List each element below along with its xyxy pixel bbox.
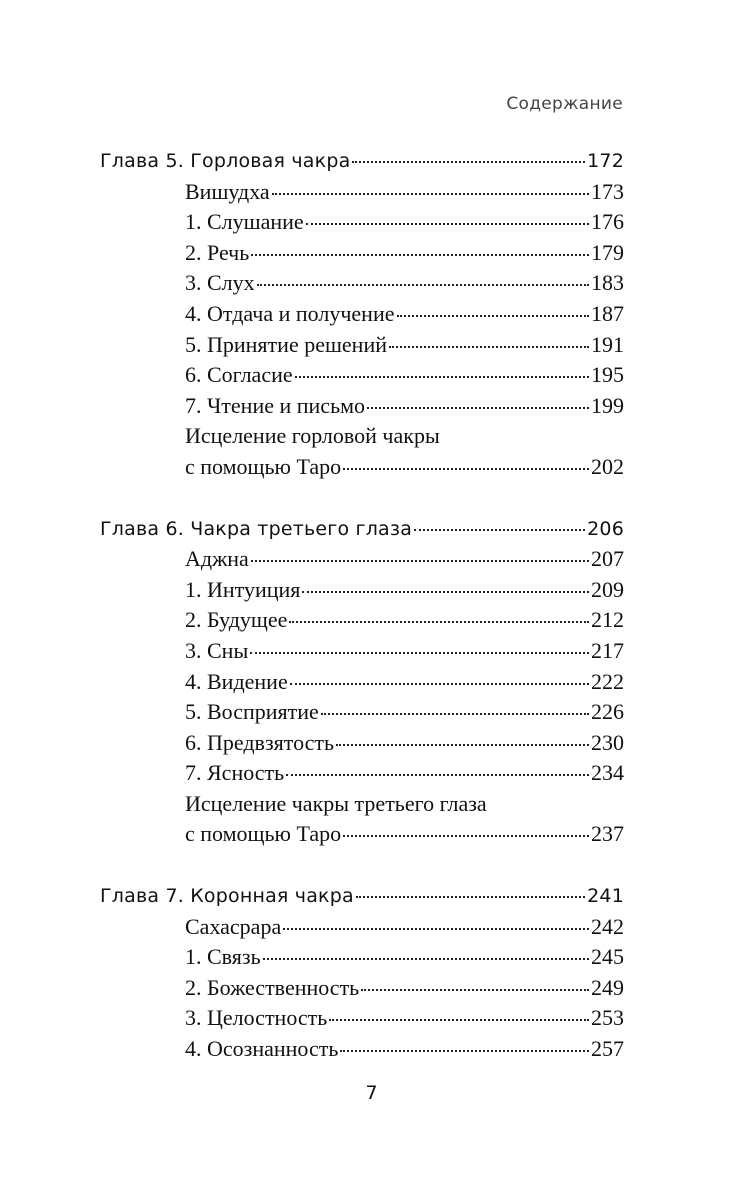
entry-page-number: 212 bbox=[591, 607, 624, 633]
toc-entry[interactable] bbox=[100, 544, 624, 575]
toc-entry[interactable] bbox=[100, 1003, 624, 1034]
running-head: Содержание bbox=[506, 94, 623, 114]
entry-title: Вишудха bbox=[185, 178, 270, 204]
entry-title: 2. Речь bbox=[185, 239, 250, 265]
dot-leader bbox=[336, 740, 589, 746]
toc-entry[interactable] bbox=[100, 268, 624, 299]
entry-page-number: 176 bbox=[591, 209, 624, 235]
entry-title: 7. Чтение и письмо bbox=[185, 392, 366, 418]
toc-entry[interactable] bbox=[100, 575, 624, 606]
dot-leader bbox=[340, 1046, 589, 1052]
toc-entry[interactable] bbox=[100, 697, 624, 728]
chapter-heading[interactable] bbox=[100, 881, 624, 912]
chapter-title: Глава 7. Коронная чакра bbox=[100, 885, 354, 908]
entry-title: 5. Восприятие bbox=[185, 699, 319, 725]
entry-page-number: 226 bbox=[591, 699, 624, 725]
dot-leader bbox=[367, 403, 589, 409]
toc-entry[interactable] bbox=[100, 1034, 624, 1065]
entry-title: 1. Связь bbox=[185, 944, 261, 970]
dot-leader bbox=[321, 709, 589, 715]
toc-entry[interactable] bbox=[100, 758, 624, 789]
toc-entry[interactable] bbox=[100, 942, 624, 973]
dot-leader bbox=[250, 648, 589, 654]
entry-title-line1: Исцеление чакры третьего глаза bbox=[185, 790, 487, 816]
entry-page-number: 195 bbox=[591, 362, 624, 388]
dot-leader bbox=[306, 219, 589, 225]
entry-page-number: 242 bbox=[591, 913, 624, 939]
entry-title: 3. Сны bbox=[185, 637, 249, 663]
chapter-heading[interactable] bbox=[100, 514, 624, 545]
entry-page-number: 202 bbox=[591, 453, 624, 479]
toc-entry[interactable] bbox=[100, 728, 624, 759]
entry-title: 6. Согласие bbox=[185, 362, 293, 388]
dot-leader bbox=[397, 311, 590, 317]
chapter-5 bbox=[100, 146, 624, 483]
toc-entry[interactable] bbox=[100, 912, 624, 943]
dot-leader bbox=[302, 587, 589, 593]
chapter-title: Глава 5. Горловая чакра bbox=[100, 150, 351, 172]
toc-entry[interactable] bbox=[100, 360, 624, 391]
dot-leader bbox=[389, 342, 589, 348]
toc-entry[interactable] bbox=[100, 299, 624, 330]
toc-entry[interactable] bbox=[100, 605, 624, 636]
toc-entry-first-line[interactable] bbox=[100, 421, 624, 452]
entry-page-number: 209 bbox=[591, 576, 624, 602]
chapter-heading[interactable] bbox=[100, 146, 624, 177]
entry-page-number: 191 bbox=[591, 331, 624, 357]
entry-title: 2. Божественность bbox=[185, 974, 360, 1000]
toc-entry[interactable] bbox=[100, 391, 624, 422]
dot-leader bbox=[361, 985, 589, 991]
dot-leader bbox=[251, 556, 589, 562]
entry-title: 3. Слух bbox=[185, 270, 255, 296]
dot-leader bbox=[251, 250, 589, 256]
entry-page-number: 237 bbox=[591, 821, 624, 847]
dot-leader bbox=[283, 924, 589, 930]
toc-entry-first-line[interactable] bbox=[100, 789, 624, 820]
page-number: 7 bbox=[365, 1082, 378, 1104]
entry-title: с помощью Таро bbox=[185, 453, 342, 479]
toc-entry[interactable] bbox=[100, 452, 624, 483]
entry-title: 4. Видение bbox=[185, 668, 288, 694]
chapter-6 bbox=[100, 514, 624, 851]
chapter-page-number: 172 bbox=[587, 150, 624, 172]
entry-title: 3. Целостность bbox=[185, 1005, 328, 1031]
toc-entry[interactable] bbox=[100, 330, 624, 361]
dot-leader bbox=[414, 525, 585, 531]
entry-title: 5. Принятие решений bbox=[185, 331, 387, 357]
entry-title: 1. Интуиция bbox=[185, 576, 301, 602]
dot-leader bbox=[329, 1015, 589, 1021]
dot-leader bbox=[352, 157, 585, 163]
entry-title: 4. Осознанность bbox=[185, 1036, 339, 1062]
dot-leader bbox=[356, 892, 585, 898]
entry-page-number: 217 bbox=[591, 637, 624, 663]
entry-title: Аджна bbox=[185, 546, 249, 572]
dot-leader bbox=[343, 464, 589, 470]
entry-page-number: 199 bbox=[591, 392, 624, 418]
toc-entry[interactable] bbox=[100, 667, 624, 698]
entry-page-number: 173 bbox=[591, 178, 624, 204]
chapter-title: Глава 6. Чакра третьего глаза bbox=[100, 517, 413, 540]
chapter-page-number: 206 bbox=[587, 517, 624, 540]
entry-title: 4. Отдача и получение bbox=[185, 300, 395, 326]
entry-page-number: 257 bbox=[591, 1036, 624, 1062]
dot-leader bbox=[295, 372, 589, 378]
entry-title-line1: Исцеление горловой чакры bbox=[185, 423, 440, 449]
entry-title: 6. Предвзятость bbox=[185, 729, 335, 755]
entry-page-number: 183 bbox=[591, 270, 624, 296]
entry-title: с помощью Таро bbox=[185, 821, 342, 847]
entry-page-number: 207 bbox=[591, 546, 624, 572]
chapter-7 bbox=[100, 881, 624, 1065]
dot-leader bbox=[290, 679, 589, 685]
entry-page-number: 253 bbox=[591, 1005, 624, 1031]
dot-leader bbox=[263, 954, 589, 960]
dot-leader bbox=[286, 770, 589, 776]
dot-leader bbox=[289, 617, 589, 623]
entry-page-number: 230 bbox=[591, 729, 624, 755]
table-of-contents bbox=[100, 146, 624, 1096]
toc-entry[interactable] bbox=[100, 636, 624, 667]
entry-page-number: 249 bbox=[591, 974, 624, 1000]
toc-entry[interactable] bbox=[100, 819, 624, 850]
entry-page-number: 245 bbox=[591, 944, 624, 970]
entry-page-number: 234 bbox=[591, 760, 624, 786]
entry-page-number: 179 bbox=[591, 239, 624, 265]
dot-leader bbox=[272, 189, 589, 195]
dot-leader bbox=[343, 831, 589, 837]
toc-entry[interactable] bbox=[100, 238, 624, 269]
dot-leader bbox=[257, 280, 589, 286]
toc-entry[interactable] bbox=[100, 207, 624, 238]
entry-title: 1. Слушание bbox=[185, 209, 304, 235]
entry-page-number: 222 bbox=[591, 668, 624, 694]
chapter-page-number: 241 bbox=[587, 885, 624, 908]
entry-page-number: 187 bbox=[591, 300, 624, 326]
toc-entry[interactable] bbox=[100, 177, 624, 208]
entry-title: 7. Ясность bbox=[185, 760, 285, 786]
toc-entry[interactable] bbox=[100, 973, 624, 1004]
entry-title: 2. Будущее bbox=[185, 607, 288, 633]
entry-title: Сахасрара bbox=[185, 913, 282, 939]
